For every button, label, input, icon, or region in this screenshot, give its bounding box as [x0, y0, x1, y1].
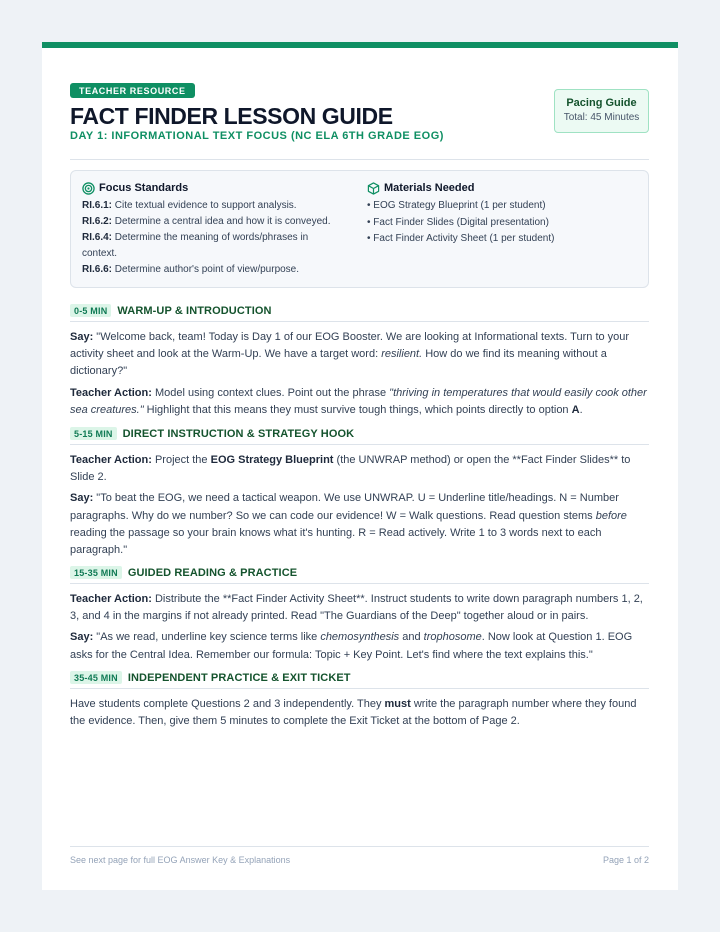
- material-text: EOG Strategy Blueprint (1 per student): [373, 200, 546, 211]
- say-text: "As we read, underline key science terms like: [93, 631, 321, 644]
- section-title: DIRECT INSTRUCTION & STRATEGY HOOK: [122, 427, 355, 440]
- standard-text: Determine a central idea and how it is conveyed.: [114, 216, 331, 227]
- say-label: Say:: [70, 331, 94, 343]
- say-text: "To beat the EOG, we need a tactical weapon. We use UNWRAP. U = Underline title/headings. N = Number paragraphs. Why do we number? So we can code our evidence! W = Walk questions. Read question stems: [70, 492, 619, 522]
- standard-code: RI.6.4:: [82, 232, 113, 243]
- standard-text: Determine the meaning of words/phrases in context.: [82, 232, 309, 259]
- answer-option: A: [571, 403, 580, 416]
- teacher-resource-badge: TEACHER RESOURCE: [70, 83, 195, 98]
- say-emphasis: before: [595, 509, 627, 522]
- action-text: Highlight that this means they must survive tough things, which points directly to option: [143, 403, 572, 416]
- section-title: GUIDED READING & PRACTICE: [127, 566, 298, 579]
- action-text: Project the: [151, 454, 211, 466]
- standard-code: RI.6.6:: [82, 264, 113, 275]
- cube-icon: [367, 182, 380, 195]
- say-text: and: [399, 631, 424, 644]
- teacher-action-paragraph: [70, 452, 649, 486]
- section-header: [70, 566, 649, 584]
- action-text: .: [579, 403, 583, 416]
- teacher-action-label: Teacher Action:: [70, 454, 152, 466]
- section-header: [70, 427, 649, 445]
- say-label: Say:: [70, 631, 94, 644]
- say-label: Say:: [70, 492, 94, 505]
- say-emphasis: resilient.: [381, 348, 423, 361]
- section-direct-instruction: [70, 427, 649, 563]
- say-paragraph: [70, 629, 649, 663]
- standards-materials-box: [70, 170, 649, 288]
- standard-item: [82, 262, 352, 278]
- teacher-action-label: Teacher Action:: [70, 386, 152, 399]
- teacher-action-paragraph: [70, 385, 649, 419]
- material-item: • Fact Finder Slides (Digital presentation): [367, 216, 549, 228]
- section-title: INDEPENDENT PRACTICE & EXIT TICKET: [127, 671, 351, 684]
- time-badge: 15-35 MIN: [70, 566, 122, 579]
- action-text: (the UNWRAP method) or open the **Fact Finder Slides** to Slide 2.: [70, 454, 631, 484]
- material-text: Fact Finder Slides (Digital presentation): [373, 216, 549, 228]
- say-text: "Welcome back, team! Today is Day 1 of our EOG Booster. We are looking at Informational texts. Turn to your activity sheet and look at the Warm-Up. We have a target word:: [70, 331, 630, 361]
- say-paragraph: [70, 329, 649, 381]
- blueprint-name: EOG Strategy Blueprint: [210, 454, 334, 466]
- material-item: • Fact Finder Activity Sheet (1 per student): [367, 233, 555, 244]
- standard-item: [82, 230, 330, 262]
- lesson-guide-page: [42, 42, 678, 890]
- page-title: FACT FINDER LESSON GUIDE: [70, 103, 393, 129]
- section-header: [70, 671, 649, 689]
- focus-standards-column: [82, 181, 352, 278]
- emphasis-must: must: [384, 698, 411, 710]
- teacher-action-paragraph: [70, 591, 649, 625]
- say-paragraph: [70, 490, 649, 559]
- pacing-guide-card: [554, 89, 649, 133]
- material-text: Fact Finder Activity Sheet (1 per student): [373, 233, 555, 244]
- standard-text: Cite textual evidence to support analysis.: [114, 200, 297, 211]
- science-term: chemosynthesis: [320, 631, 400, 644]
- standard-code: RI.6.2:: [82, 216, 113, 227]
- standard-item: [82, 214, 352, 230]
- time-badge: 35-45 MIN: [70, 671, 122, 684]
- pacing-guide-total: Total: 45 Minutes: [563, 112, 640, 123]
- say-text: . Now look at Question 1. EOG asks for the Central Idea. Remember our formula: Topic + Key Point. Let's find where the text explains this.": [70, 631, 633, 661]
- header-divider: [70, 159, 649, 160]
- instructions-text: Have students complete Questions 2 and 3 independently. They: [70, 698, 385, 710]
- action-text: Distribute the **Fact Finder Activity Sheet**. Instruct students to write down paragraph numbers 1, 2, 3, and 4 in the margins if not already printed. Read "The Guardians of the Deep" together aloud or in pairs.: [70, 593, 643, 623]
- materials-column: [367, 181, 637, 248]
- time-badge: 5-15 MIN: [70, 427, 117, 440]
- say-text: reading the passage so your brain knows what it's hunting. R = Read actively. Write 1 to 3 words next to each paragraph.": [70, 526, 602, 557]
- action-text: Model using context clues. Point out the phrase: [151, 386, 390, 399]
- page-subtitle: DAY 1: INFORMATIONAL TEXT FOCUS (NC ELA 6TH GRADE EOG): [70, 130, 444, 142]
- pacing-guide-title: Pacing Guide: [566, 97, 637, 109]
- footer-note: See next page for full EOG Answer Key & Explanations: [70, 855, 291, 865]
- section-guided-reading: [70, 566, 649, 668]
- page-number: Page 1 of 2: [602, 855, 649, 865]
- material-item: • EOG Strategy Blueprint (1 per student): [367, 200, 546, 211]
- instructions-text: write the paragraph number where they found the evidence. Then, give them 5 minutes to complete the Exit Ticket at the bottom of Page 2.: [70, 698, 637, 728]
- materials-heading: [367, 181, 637, 195]
- instructions-paragraph: [70, 696, 649, 730]
- section-independent-practice: [70, 671, 649, 734]
- target-icon: [82, 182, 95, 195]
- science-term: trophosome: [423, 631, 482, 644]
- materials-label: Materials Needed: [384, 182, 475, 194]
- time-badge: 0-5 MIN: [70, 304, 111, 317]
- teacher-action-label: Teacher Action:: [70, 593, 152, 605]
- standard-code: RI.6.1:: [82, 200, 113, 211]
- section-warm-up: [70, 304, 649, 423]
- standard-item: [82, 198, 352, 214]
- focus-standards-label: Focus Standards: [99, 182, 189, 194]
- section-header: [70, 304, 649, 322]
- say-text: How do we find its meaning without a dictionary?": [70, 348, 607, 378]
- footer-divider: [70, 846, 649, 847]
- focus-standards-heading: [82, 181, 352, 195]
- action-quote: "thriving in temperatures that would easily cook other sea creatures.": [70, 386, 647, 416]
- standard-text: Determine author's point of view/purpose.: [114, 264, 300, 275]
- section-title: WARM-UP & INTRODUCTION: [117, 304, 272, 317]
